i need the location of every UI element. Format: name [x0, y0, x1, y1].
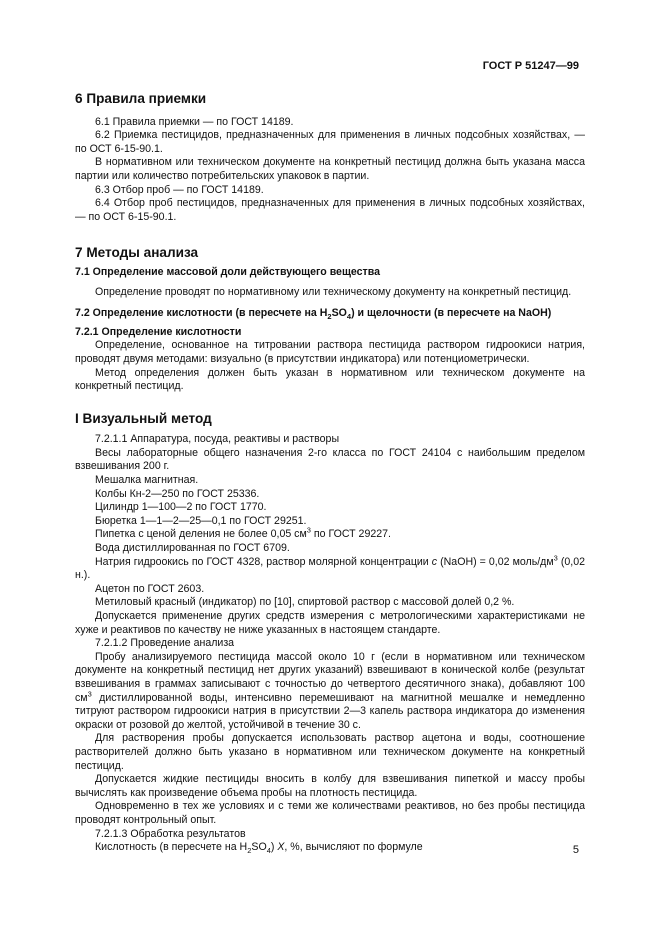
para-dissolution: Для растворения пробы допускается использовать раствор ацетона и воды, соотношение растворителей должно быть указано в нормативном или техническом документе на конкретный пестицид. — [75, 732, 585, 772]
item-water: Вода дистиллированная по ГОСТ 6709. — [95, 542, 290, 555]
item-acetone: Ацетон по ГОСТ 2603. — [95, 582, 205, 595]
item-naoh-b: (NaOH) = 0,02 моль/дм — [437, 555, 554, 568]
item-naoh-d: (0,02 н.). — [75, 555, 585, 582]
page-content — [75, 92, 585, 855]
heading-7-2-part-a: 7.2 Определение кислотности (в пересчете на H — [75, 307, 328, 320]
acidity-b: SO — [251, 841, 267, 854]
heading-7-1: 7.1 Определение массовой доли действующего вещества — [75, 265, 380, 278]
item-stirrer: Мешалка магнитная. — [95, 474, 199, 487]
heading-7-2 — [75, 307, 585, 321]
acidity-x: X — [277, 841, 285, 854]
heading-7-2-1: 7.2.1 Определение кислотности — [75, 325, 242, 338]
para-7-2-1-1: 7.2.1.1 Аппаратура, посуда, реактивы и растворы — [95, 433, 340, 446]
para-7-1: Определение проводят по нормативному или техническому документу на конкретный пестицид. — [95, 285, 572, 298]
item-naoh-c: c — [431, 555, 438, 568]
para-substitution: Допускается применение других средств измерения с метрологическими характеристиками не хуже и реактивов по качеству не ниже указанных в настоящем стандарте. — [75, 610, 585, 636]
para-sample-procedure — [75, 651, 585, 733]
para-6-3: 6.3 Отбор проб — по ГОСТ 14189. — [95, 183, 264, 196]
item-pipette-sup: 3 — [306, 525, 311, 535]
heading-7-2-part-c: ) и щелочности (в пересчете на NaOH) — [351, 307, 552, 320]
procedure-a: Пробу анализируемого пестицида массой около 10 г (если в нормативном или техническом документе на конкретный пестицид нет других указаний) взвешивают в конической колбе (результат взвешивания в граммах записывают с точностью до четвертого десятичного знака), добавляют 100 см — [75, 650, 585, 704]
item-flasks: Колбы Кн-2—250 по ГОСТ 25336. — [95, 487, 260, 500]
item-cylinder: Цилиндр 1—100—2 по ГОСТ 1770. — [95, 501, 267, 514]
para-7-2-1-2: 7.2.1.2 Проведение анализа — [95, 637, 235, 650]
para-6-4: 6.4 Отбор проб пестицидов, предназначенных для применения в личных подсобных хозяйствах, — по ОСТ 6-15-90.1. — [75, 197, 585, 223]
para-6-2: 6.2 Приемка пестицидов, предназначенных для применения в личных подсобных хозяйствах, — по ОСТ 6-15-90.1. — [75, 129, 585, 155]
para-acidity-formula — [75, 841, 585, 855]
procedure-sup: 3 — [87, 689, 92, 699]
item-naoh-sup: 3 — [553, 553, 558, 563]
acidity-c: ) — [270, 841, 278, 854]
item-naoh — [75, 553, 585, 583]
para-7-2-1-a: Определение, основанное на титровании раствора пестицида раствором гидроокиси натрия, проводят двумя методами: визуально (в присутствии индикатора) или потенциометрически. — [75, 339, 585, 365]
visual-method-title: I Визуальный метод — [75, 410, 212, 426]
acidity-d: , %, вычисляют по формуле — [284, 841, 423, 854]
procedure-b: дистиллированной воды, интенсивно перемешивают на магнитной мешалке и немедленно титруют раствором гидроокиси натрия в присутствии 2—3 капель раствора индикатора до изменения окраски от розовой до желтой, устойчивой в течение 30 с. — [75, 691, 585, 731]
acidity-a: Кислотность (в пересчете на H — [95, 841, 248, 854]
acidity-sub2: 2 — [247, 846, 252, 856]
heading-7-2-sub2: 2 — [327, 312, 332, 322]
heading-7-2-part-b: SO — [331, 307, 347, 320]
section-6-title: 6 Правила приемки — [75, 91, 207, 106]
acidity-sub4: 4 — [266, 846, 271, 856]
item-pipette-b: по ГОСТ 29227. — [310, 528, 391, 541]
item-naoh-a: Натрия гидроокись по ГОСТ 4328, раствор молярной концентрации — [95, 555, 432, 568]
item-burette: Бюретка 1—1—2—25—0,1 по ГОСТ 29251. — [95, 514, 307, 527]
para-6-2-note: В нормативном или техническом документе на конкретный пестицид должна быть указана масса партии или количество потребительских упаковок в партии. — [75, 156, 585, 182]
para-control-test: Одновременно в тех же условиях и с теми же количествами реактивов, но без пробы пестицида проводят контрольный опыт. — [75, 800, 585, 826]
heading-7-2-sub4: 4 — [346, 312, 352, 322]
page-number: 5 — [572, 844, 579, 856]
section-7-title: 7 Методы анализа — [75, 245, 199, 261]
item-methyl-red: Метиловый красный (индикатор) по [10], спиртовой раствор с массовой долей 0,2 %. — [95, 596, 515, 609]
item-pipette-a: Пипетка с ценой деления не более 0,05 см — [95, 528, 307, 541]
item-scales: Весы лабораторные общего назначения 2-го класса по ГОСТ 24104 с наибольшим пределом взвешивания 200 г. — [75, 446, 585, 473]
para-7-2-1-3: 7.2.1.3 Обработка результатов — [95, 827, 246, 840]
para-6-1: 6.1 Правила приемки — по ГОСТ 14189. — [95, 115, 294, 128]
document-header: ГОСТ Р 51247—99 — [482, 60, 579, 72]
para-liquid-pesticides: Допускается жидкие пестициды вносить в колбу для взвешивания пипеткой и массу пробы вычислять как произведение объема пробы на плотность пестицида. — [75, 773, 585, 799]
item-pipette — [75, 525, 585, 542]
para-7-2-1-b: Метод определения должен быть указан в нормативном или техническом документе на конкретный пестицид. — [75, 366, 585, 393]
